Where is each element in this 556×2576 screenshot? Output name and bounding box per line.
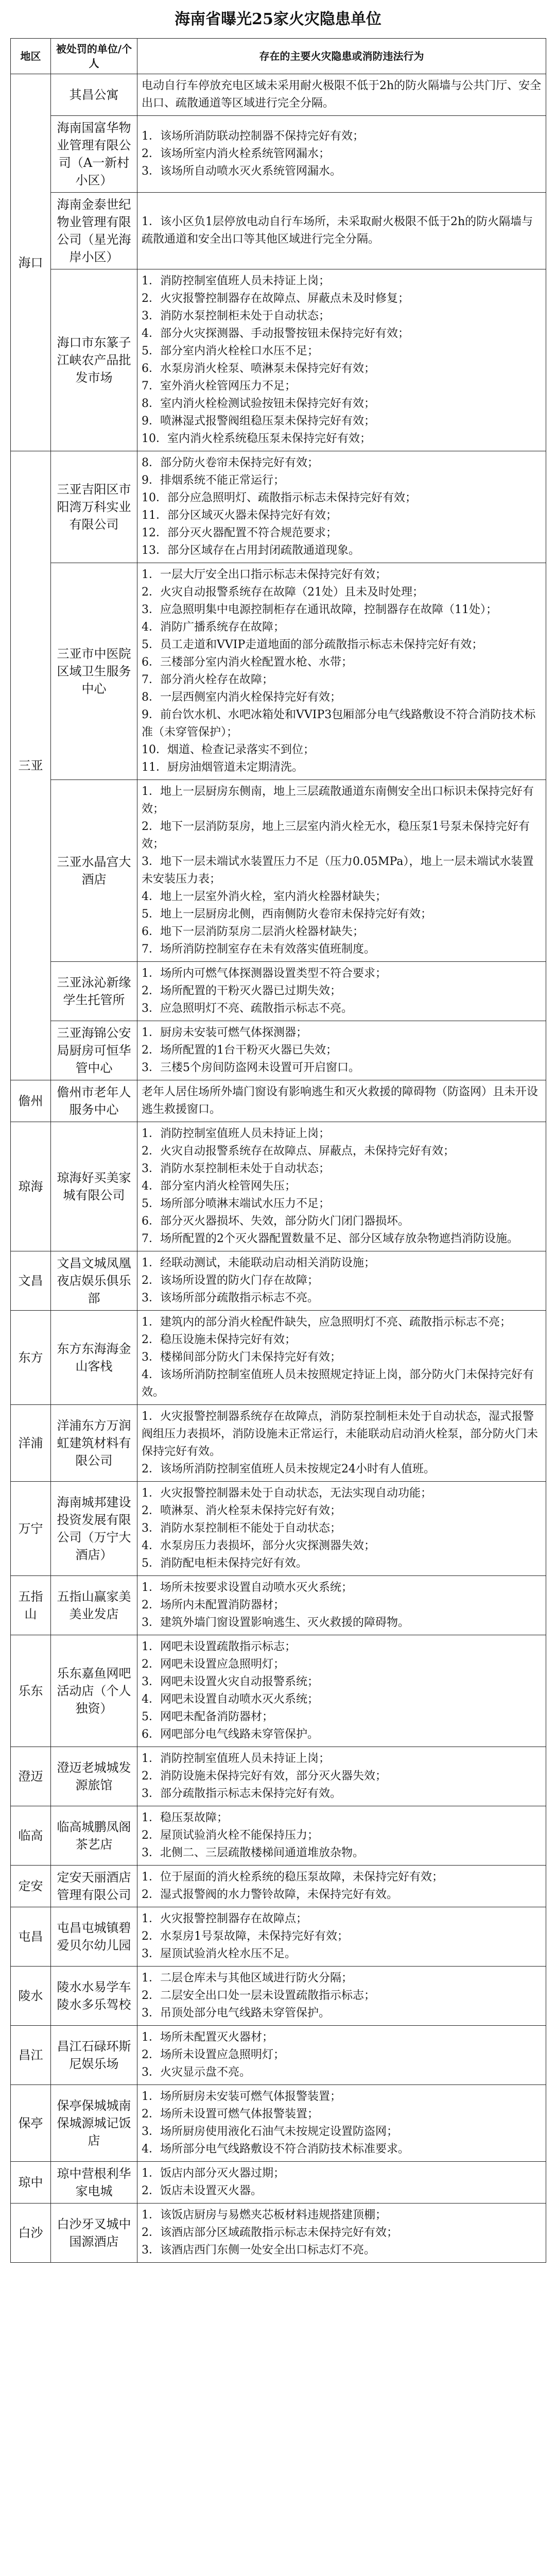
region-cell: 五指山: [11, 1576, 51, 1635]
unit-cell: 其昌公寓: [51, 74, 137, 116]
issue-line: 1．建筑内的部分消火栓配件缺失，应急照明灯不亮、疏散指示标志不亮；: [142, 1316, 511, 1329]
table-row: [11, 2085, 546, 2162]
issue-line: 10．烟道、检查记录落实不到位；: [142, 743, 315, 756]
region-cell: 保亭: [11, 2085, 51, 2162]
issue-line: 5．网吧未配备消防器材；: [142, 1710, 273, 1723]
issue-line: 3．该场所部分疏散指示标志不亮。: [142, 1292, 319, 1304]
issue-line: 8．部分防火卷帘未保持完好有效；: [142, 456, 319, 469]
issue-line: 5．部分室内消火栓栓口水压不足；: [142, 345, 319, 358]
header-unit: 被处罚的单位/个人: [51, 39, 137, 74]
issue-line: 4．部分火灾探测器、手动报警按钮未保持完好有效；: [142, 327, 409, 340]
issue-line: 2．火灾自动报警系统存在故障（21处）且未及时处理；: [142, 586, 424, 599]
issues-cell: [137, 1576, 546, 1635]
issue-line: 1．该小区负1层停放电动自行车场所，未采取耐火极限不低于2h的防火隔墙与疏散通道和安全出口等其他区域进行完全分隔。: [142, 215, 533, 246]
issues-cell: [137, 1635, 546, 1747]
unit-cell: 白沙牙叉城中国源酒店: [51, 2204, 137, 2263]
unit-cell: 澄迈老城城发源旅馆: [51, 1747, 137, 1806]
issue-line: 3．应急照明灯不亮、疏散指示标志不亮。: [142, 1002, 353, 1015]
issues-cell: [137, 2162, 546, 2204]
issue-line: 3．火灾显示盘不亮。: [142, 2066, 251, 2079]
unit-cell: 海口市东篆子江峡农产品批发市场: [51, 269, 137, 451]
table-row: [11, 1251, 546, 1311]
issue-line: 2．屋顶试验消火栓不能保持压力；: [142, 1829, 319, 1842]
header-issues: 存在的主要火灾隐患或消防违法行为: [137, 39, 546, 74]
issue-line: 3．消防水泵控制柜未处于自动状态；: [142, 1162, 330, 1175]
issue-line: 2．稳压设施未保持完好有效；: [142, 1333, 296, 1346]
region-cell: 东方: [11, 1311, 51, 1405]
issue-line: 1．火灾报警控制器系统存在故障点，消防泵控制柜未处于自动状态，湿式报警阀组压力表损坏，消防设施未正常运行，未能联动启动消火栓泵，部分防火门未保持完好有效。: [142, 1410, 538, 1458]
issue-line: 7．场所配置的2个灭火器配置数量不足、部分区域存放杂物遮挡消防设施。: [142, 1232, 518, 1245]
issues-cell: [137, 1747, 546, 1806]
region-cell: 陵水: [11, 1967, 51, 2026]
table-row: [11, 2204, 546, 2263]
region-cell: 洋浦: [11, 1405, 51, 1482]
issue-line: 1．饭店内部分灭火器过期；: [142, 2167, 285, 2180]
table-row: [11, 269, 546, 451]
issue-line: 2．喷淋泵、消火栓泵未保持完好有效；: [142, 1504, 341, 1517]
issue-line: 1．稳压泵故障；: [142, 1811, 228, 1824]
table-row: [11, 1967, 546, 2026]
table-row: [11, 1907, 546, 1967]
issues-cell: [137, 1405, 546, 1482]
issue-line: 3．建筑外墙门窗设置影响逃生、灭火救援的障碍物。: [142, 1616, 409, 1629]
unit-cell: 三亚吉阳区市阳湾万科实业有限公司: [51, 451, 137, 563]
issue-line: 9．排烟系统不能正常运行；: [142, 474, 285, 487]
issue-line: 10．室内消火栓系统稳压泵未保持完好有效；: [142, 432, 371, 445]
region-cell: 屯昌: [11, 1907, 51, 1967]
issue-line: 2．水泵房1号泵故障，未保持完好有效；: [142, 1930, 349, 1943]
unit-cell: 定安天丽酒店管理有限公司: [51, 1866, 137, 1907]
issues-cell: [137, 2204, 546, 2263]
issue-line: 2．场所未设置可燃气体报警装置；: [142, 2108, 319, 2121]
issue-line: 9．前台饮水机、水吧冰箱处和VVIP3包厢部分电气线路敷设不符合消防技术标准（未穿管保护）；: [142, 708, 536, 739]
issue-line: 2．该场所设置的防火门存在故障；: [142, 1274, 319, 1287]
header-region: 地区: [11, 39, 51, 74]
issue-line: 1．场所内可燃气体探测器设置类型不符合要求；: [142, 967, 387, 980]
issue-line: 6．地下一层消防泵房二层消火栓器材缺失；: [142, 925, 364, 938]
issue-line: 1．位于屋面的消火栓系统的稳压泵故障，未保持完好有效；: [142, 1871, 443, 1884]
issues-cell: [137, 1482, 546, 1576]
issue-line: 老年人居住场所外墙门窗设有影响逃生和灭火救援的障碍物（防盗网）且未开设逃生救援窗口。: [142, 1086, 538, 1116]
issue-line: 1．火灾报警控制器存在故障点；: [142, 1912, 307, 1925]
issue-line: 2．网吧未设置应急照明灯；: [142, 1658, 285, 1671]
region-cell: 琼中: [11, 2162, 51, 2204]
unit-cell: 儋州市老年人服务中心: [51, 1080, 137, 1122]
issue-line: 1．消防控制室值班人员未持证上岗；: [142, 1752, 330, 1765]
table-row: [11, 116, 546, 193]
issue-line: 3．应急照明集中电源控制柜存在通讯故障，控制器存在故障（11处）；: [142, 603, 497, 616]
unit-cell: 五指山赢家美美业发店: [51, 1576, 137, 1635]
table-row: [11, 1747, 546, 1806]
region-cell: 海口: [11, 74, 51, 451]
table-row: [11, 451, 546, 563]
issue-line: 6．三楼部分室内消火栓配置水枪、水带；: [142, 656, 353, 669]
issue-line: 电动自行车停放充电区域未采用耐火极限不低于2h的防火隔墙与公共门厅、安全出口、疏散通道等区域进行完全分隔。: [142, 79, 542, 110]
issue-line: 1．场所未配置灭火器材；: [142, 2031, 273, 2044]
issue-line: 9．喷淋湿式报警阀组稳压泵未保持完好有效；: [142, 415, 375, 428]
issue-line: 2．饭店未设置灭火器。: [142, 2184, 262, 2197]
issue-line: 3．三楼5个房间防盗网未设置可开启窗口。: [142, 1061, 360, 1074]
region-cell: 白沙: [11, 2204, 51, 2263]
issue-line: 6．水泵房消火栓泵、喷淋泵未保持完好有效；: [142, 362, 375, 375]
issue-line: 2．该场所消防控制室值班人员未按规定24小时有人值班。: [142, 1463, 435, 1476]
region-cell: 三亚: [11, 451, 51, 1080]
unit-cell: 三亚海锦公安局厨房可恒华管中心: [51, 1021, 137, 1080]
table-row: [11, 1806, 546, 1866]
region-cell: 万宁: [11, 1482, 51, 1576]
issue-line: 1．二层仓库未与其他区域进行防火分隔；: [142, 1972, 353, 1985]
issues-cell: [137, 1251, 546, 1311]
issue-line: 11．厨房油烟管道未定期清洗。: [142, 761, 303, 774]
issue-line: 7．室外消火栓管网压力不足；: [142, 380, 296, 393]
issue-line: 4．网吧未设置自动喷水灭火系统；: [142, 1693, 319, 1706]
issue-line: 2．场所未设置应急照明灯；: [142, 2048, 285, 2061]
unit-cell: 洋浦东方万润虹建筑材料有限公司: [51, 1405, 137, 1482]
issue-line: 10．部分应急照明灯、疏散指示标志未保持完好有效；: [142, 492, 416, 504]
table-row: [11, 1021, 546, 1080]
issue-line: 8．一层西侧室内消火栓保持完好有效；: [142, 691, 341, 704]
region-cell: 乐东: [11, 1635, 51, 1747]
unit-cell: 海南金泰世纪物业管理有限公司（星光海岸小区）: [51, 193, 137, 269]
issue-line: 2．场所内未配置消防器材；: [142, 1599, 285, 1612]
unit-cell: 临高城鹏凤阁茶艺店: [51, 1806, 137, 1866]
unit-cell: 琼海好买美家城有限公司: [51, 1122, 137, 1251]
table-row: [11, 1576, 546, 1635]
unit-cell: 三亚水晶宫大酒店: [51, 780, 137, 962]
table-row: [11, 1311, 546, 1405]
issues-cell: [137, 1080, 546, 1122]
issue-line: 3．楼梯间部分防火门未保持完好有效；: [142, 1351, 341, 1364]
issues-cell: [137, 1122, 546, 1251]
issue-line: 3．北侧二、三层疏散楼梯间通道堆放杂物。: [142, 1846, 364, 1859]
table-body: [11, 74, 546, 2263]
issue-line: 3．吊顶处部分电气线路未穿管保护。: [142, 2007, 330, 2020]
page-title: 海南省曝光25家火灾隐患单位: [175, 10, 381, 28]
issues-cell: [137, 1866, 546, 1907]
issue-line: 1．该场所消防联动控制器不保持完好有效；: [142, 130, 364, 143]
issue-line: 6．网吧部分电气线路未穿管保护。: [142, 1728, 319, 1741]
unit-cell: 琼中营根利华家电城: [51, 2162, 137, 2204]
issues-cell: [137, 1907, 546, 1967]
issue-line: 4．场所部分电气线路敷设不符合消防技术标准要求。: [142, 2143, 409, 2156]
table-row: [11, 1080, 546, 1122]
issue-line: 2．消防设施未保持完好有效，部分灭火器失效；: [142, 1770, 387, 1783]
issue-line: 3．网吧未设置火灾自动报警系统；: [142, 1675, 319, 1688]
issue-line: 3．该酒店西门东侧一处安全出口标志灯不亮。: [142, 2244, 375, 2257]
issues-cell: [137, 780, 546, 962]
region-cell: 定安: [11, 1866, 51, 1907]
issue-line: 3．屋顶试验消火栓水压不足。: [142, 1947, 296, 1960]
region-cell: 文昌: [11, 1251, 51, 1311]
issue-line: 2．二层安全出口处一层未设置疏散指示标志；: [142, 1989, 375, 2002]
issue-line: 2．地下一层消防泵房，地上三层室内消火栓无水，稳压泵1号泵未保持完好有效；: [142, 820, 530, 851]
issue-line: 1．一层大厅安全出口指示标志未保持完好有效；: [142, 568, 387, 581]
issues-cell: [137, 116, 546, 193]
issue-line: 7．场所消防控制室存在未有效落实值班制度。: [142, 943, 375, 956]
table-row: [11, 74, 546, 116]
unit-cell: 保亭保城城南保城源城记饭店: [51, 2085, 137, 2162]
issue-line: 5．员工走道和VVIP走道地面的部分疏散指示标志未保持完好有效；: [142, 638, 483, 651]
issues-cell: [137, 2026, 546, 2085]
unit-cell: 东方东海海金山客栈: [51, 1311, 137, 1405]
issue-line: 1．经联动测试，未能联动启动相关消防设施；: [142, 1257, 375, 1269]
issue-line: 1．厨房未安装可燃气体探测器；: [142, 1026, 307, 1039]
issue-line: 4．部分室内消火栓管网失压；: [142, 1180, 296, 1193]
unit-cell: 乐东嘉鱼网吧活动店（个人独资）: [51, 1635, 137, 1747]
unit-cell: 陵水水易学车陵水多乐驾校: [51, 1967, 137, 2026]
issue-line: 3．该场所自动喷水灭火系统管网漏水。: [142, 165, 341, 178]
issue-line: 11．部分区域灭火器未保持完好有效；: [142, 509, 337, 522]
issues-cell: [137, 563, 546, 780]
table-row: [11, 2162, 546, 2204]
issue-line: 3．地下一层未端试水装置压力不足（压力0.05MPa），地上一层未端试水装置未安装压力表；: [142, 855, 534, 886]
issue-line: 4．水泵房压力表损坏，部分火灾探测器失效；: [142, 1539, 375, 1552]
table-row: [11, 1866, 546, 1907]
issue-line: 1．火灾报警控制器未处于自动状态，无法实现自动功能；: [142, 1487, 432, 1500]
unit-cell: 屯昌屯城镇碧爱贝尔幼儿园: [51, 1907, 137, 1967]
issue-line: 8．室内消火栓检测试验按钮未保持完好有效；: [142, 397, 375, 410]
issue-line: 2．该酒店部分区域疏散指示标志未保持完好有效；: [142, 2226, 398, 2239]
unit-cell: 三亚泳沁新缘学生托管所: [51, 962, 137, 1021]
issue-line: 1．该饭店厨房与易燃夹芯板材料违规搭建顶棚；: [142, 2209, 387, 2222]
issue-line: 3．部分疏散指示标志未保持完好有效。: [142, 1787, 341, 1800]
issues-cell: [137, 74, 546, 116]
unit-cell: 三亚市中医院区域卫生服务中心: [51, 563, 137, 780]
issue-line: 1．场所厨房未安装可燃气体报警装置；: [142, 2090, 341, 2103]
table-row: [11, 1482, 546, 1576]
issue-line: 1．网吧未设置疏散指示标志；: [142, 1640, 296, 1653]
issue-line: 5．场所部分喷淋末端试水压力不足；: [142, 1197, 330, 1210]
issue-line: 3．场所厨房使用液化石油气未按规定设置防盗网；: [142, 2125, 398, 2138]
issue-line: 1．消防控制室值班人员未持证上岗；: [142, 275, 330, 287]
table-row: [11, 1405, 546, 1482]
issue-line: 1．地上一层厨房东侧南，地上三层疏散通道东南侧安全出口标识未保持完好有效；: [142, 785, 534, 816]
table-header-row: [11, 39, 546, 74]
issue-line: 13．部分区域存在占用封闭疏散通道现象。: [142, 544, 360, 557]
issues-cell: [137, 2085, 546, 2162]
issue-line: 4．消防广播系统存在故障；: [142, 621, 285, 634]
issues-cell: [137, 1967, 546, 2026]
issue-line: 7．部分消火栓存在故障；: [142, 673, 273, 686]
table-row: [11, 962, 546, 1021]
table-row: [11, 780, 546, 962]
issue-line: 4．该场所消防控制室值班人员未按照规定持证上岗，部分防火门未保持完好有效。: [142, 1368, 534, 1399]
unit-cell: 文昌文城凤凰夜店娱乐俱乐部: [51, 1251, 137, 1311]
issues-cell: [137, 451, 546, 563]
issue-line: 2．场所配置的干粉灭火器已过期失效；: [142, 985, 341, 997]
issues-cell: [137, 193, 546, 269]
table-row: [11, 1122, 546, 1251]
issues-cell: [137, 1311, 546, 1405]
issue-line: 1．场所未按要求设置自动喷水灭火系统；: [142, 1581, 353, 1594]
issue-line: 6．部分灭火器损坏、失效，部分防火门闭门器损坏。: [142, 1215, 409, 1228]
table-row: [11, 563, 546, 780]
issues-cell: [137, 1806, 546, 1866]
table-row: [11, 2026, 546, 2085]
issue-line: 5．地上一层厨房北侧，西南侧防火卷帘未保持完好有效；: [142, 908, 432, 921]
unit-cell: 海南国富华物业管理有限公司（A一新村小区）: [51, 116, 137, 193]
unit-cell: 昌江石碌环斯尼娱乐场: [51, 2026, 137, 2085]
region-cell: 澄迈: [11, 1747, 51, 1806]
issue-line: 1．消防控制室值班人员未持证上岗；: [142, 1127, 330, 1140]
issues-cell: [137, 269, 546, 451]
issue-line: 2．湿式报警阀的水力警铃故障，未保持完好有效。: [142, 1888, 398, 1901]
region-cell: 琼海: [11, 1122, 51, 1251]
table-row: [11, 193, 546, 269]
issue-line: 12．部分灭火器配置不符合规范要求；: [142, 527, 337, 539]
issue-line: 2．该场所室内消火栓系统管网漏水；: [142, 147, 330, 160]
issues-cell: [137, 962, 546, 1021]
issue-line: 2．火灾报警控制器存在故障点、屏蔽点未及时修复；: [142, 292, 409, 305]
page: [10, 0, 546, 2263]
unit-cell: 海南城邦建设投资发展有限公司（万宁大酒店）: [51, 1482, 137, 1576]
violations-table: [10, 38, 546, 2263]
region-cell: 昌江: [11, 2026, 51, 2085]
table-row: [11, 1635, 546, 1747]
issue-line: 2．场所配置的1台干粉灭火器已失效；: [142, 1044, 337, 1057]
region-cell: 临高: [11, 1806, 51, 1866]
region-cell: 儋州: [11, 1080, 51, 1122]
issue-line: 4．地上一层室外消火栓，室内消火栓器材缺失；: [142, 890, 387, 903]
issue-line: 3．消防水泵控制柜未处于自动状态；: [142, 310, 330, 323]
issue-line: 3．消防水泵控制柜不能处于自动状态；: [142, 1522, 341, 1535]
issue-line: 5．消防配电柜未保持完好有效。: [142, 1557, 307, 1570]
issue-line: 2．火灾自动报警系统存在故障点、屏蔽点，未保持完好有效；: [142, 1145, 455, 1158]
issues-cell: [137, 1021, 546, 1080]
